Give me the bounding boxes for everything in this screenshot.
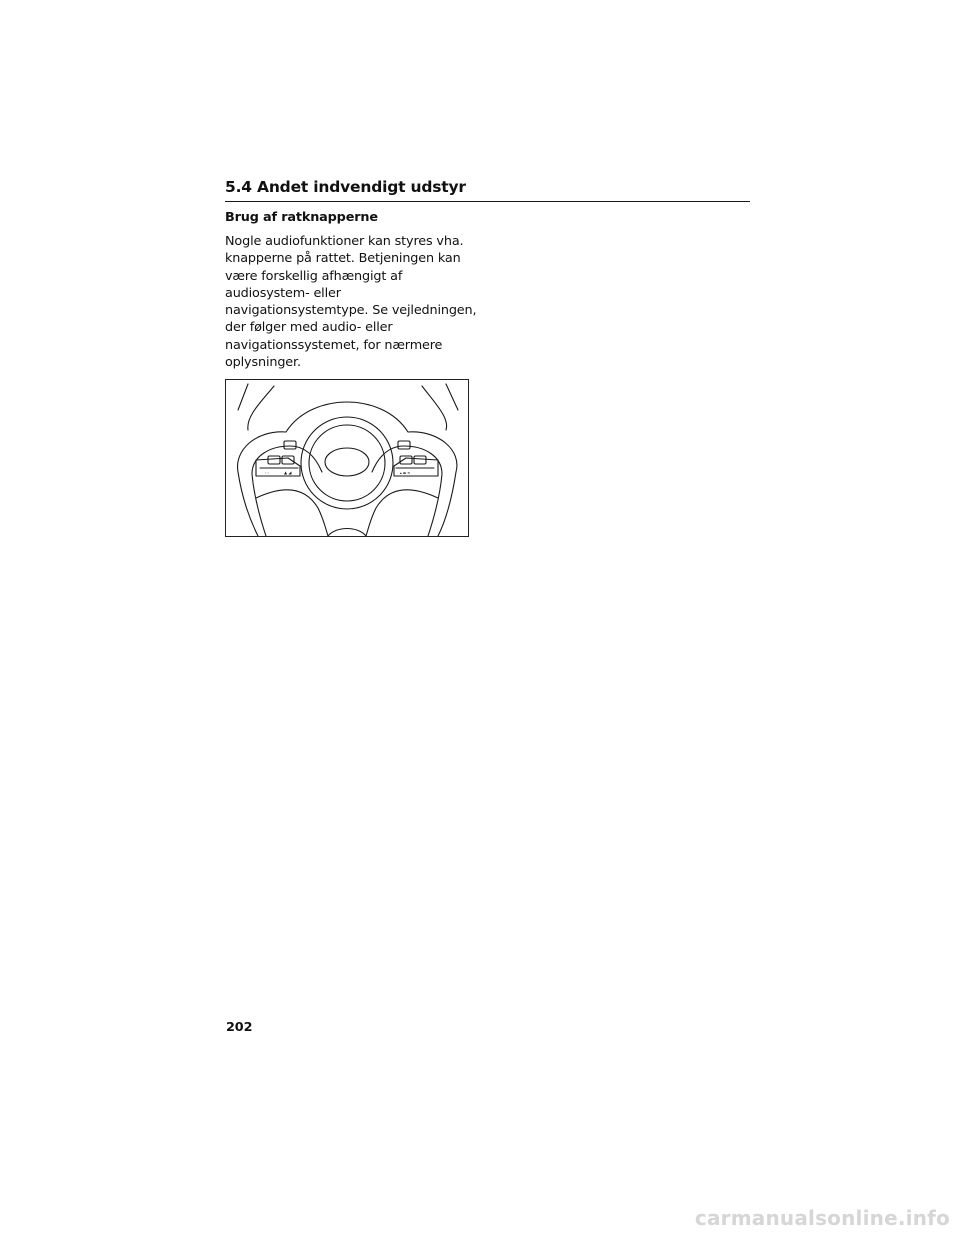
paragraph-line: oplysninger. xyxy=(225,355,301,371)
left-mode-button xyxy=(268,456,280,464)
right-button-1 xyxy=(400,456,412,464)
svg-text:▲ ◢: ▲ ◢ xyxy=(284,470,292,475)
wheel-rim-outer xyxy=(238,402,457,536)
subheading: Brug af ratknapperne xyxy=(225,210,378,225)
steering-wheel-figure xyxy=(225,379,469,537)
left-top-button xyxy=(284,441,296,449)
paragraph-line: der følger med audio- eller xyxy=(225,320,393,336)
airbag-inner xyxy=(309,425,385,501)
lower-hub xyxy=(328,529,366,537)
section-header xyxy=(225,177,750,202)
right-button-2 xyxy=(414,456,426,464)
page-number: 202 xyxy=(226,1020,253,1035)
body-paragraph xyxy=(225,233,485,371)
dash-curve-right xyxy=(422,386,447,430)
watermark: carmanualsonline.info xyxy=(694,1206,950,1230)
lower-spoke-left xyxy=(256,490,328,536)
paragraph-line: audiosystem- eller xyxy=(225,285,341,301)
steering-wheel-controls-illustration xyxy=(226,380,468,536)
paragraph-line: knapperne på rattet. Betjeningen kan xyxy=(225,251,461,267)
right-top-button xyxy=(398,441,410,449)
paragraph-line: navigationssystemet, for nærmere xyxy=(225,337,443,353)
paragraph-line: Nogle audiofunktioner kan styres vha. xyxy=(225,234,464,249)
section-title: 5.4 Andet indvendigt udstyr xyxy=(225,178,466,196)
paragraph-line: navigationsystemtype. Se vejledningen, xyxy=(225,303,477,319)
left-mode-button-2 xyxy=(282,456,294,464)
paragraph-line: være forskellig afhængigt af xyxy=(225,268,403,284)
emblem xyxy=(325,448,369,476)
airbag-outer xyxy=(301,417,393,509)
svg-text:‹ ›: ‹ › xyxy=(265,471,269,475)
dash-line-left xyxy=(238,384,248,410)
dash-line-right xyxy=(446,384,458,410)
dash-curve-left xyxy=(248,386,274,430)
left-switch-pad xyxy=(256,458,300,476)
lower-spoke-right xyxy=(366,490,438,536)
wheel-rim-outer-left xyxy=(238,472,258,536)
svg-text:▴ ▬ ≡: ▴ ▬ ≡ xyxy=(400,471,411,475)
